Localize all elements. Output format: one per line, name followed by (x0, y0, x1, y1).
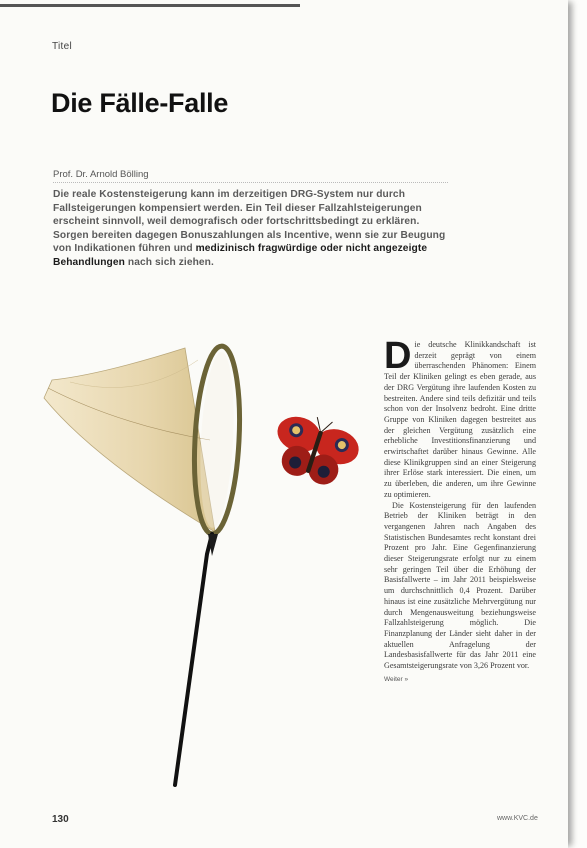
net-handle (175, 534, 212, 785)
section-label: Titel (52, 41, 73, 52)
lead-paragraph (53, 188, 458, 270)
lead-emphasis: medizinisch fragwürdige oder nicht angezeigte Behandlungen (53, 243, 428, 268)
byline-divider (53, 182, 448, 183)
body-paragraph-2: Die Kostensteigerung für den laufenden Betrieb der Kliniken beträgt in den vergangenen Jahren nach Angaben des Statistischen Bundesamtes recht konstant drei Prozent pro Jahr. Eine Gegenfinanzierung dieser Steigerungsrate erfolgt nur zu einem sehr geringen Teil über die Erhöhung der Basisfallwerte – im Jahr 2011 beispielsweise um durchschnittlich 0,4 Prozent. Darüber hinaus ist eine zusätzliche Mehrvergütung nur durch Mengenausweitung beziehungsweise Fallzahlsteigerung möglich. Die Finanzplanung der Länder sieht daher in der aktuellen Anfragelung der Landesbasisfallwerte für das Jahr 2011 eine Gesamtsteigerungsrate von 3,26 Prozent vor. (384, 500, 536, 671)
body-paragraph-1: ie deutsche Klinikkandschaft ist derzeit geprägt von einem überraschenden Phänomen: Einem Teil der Kliniken gelingt es eben gerade, aus der DRG Vergütung ihre laufenden Kosten zu bestreiten. Andere sind teils defizitär und teils schon von der Insolvenz bedroht. Eine dritte Gruppe von Kliniken dagegen bestreitet aus der gleichen Vergütung zusätzlich eine erhebliche Investitionsfinanzierung und erwirtschaftet darüber hinaus Gewinne. Alle diese Klinikgruppen sind an einer Steigerung ihrer Erlöse stark interessiert. Die einen, um zu überleben, die anderen, um ihre Gewinne zu optimieren. (384, 340, 536, 499)
body-paragraph (384, 335, 536, 501)
drop-cap: D (384, 335, 412, 377)
footer-brand: www.KVC.de (497, 815, 538, 822)
lead-text-1: Die reale Kostensteigerung kann im derzeitigen DRG-System nur durch Fallsteigerungen kompensiert werden. Ein Teil dieser Fallzahlsteigerungen erscheint sinnvoll, weil demografisch oder fortschrittsbedingt zu erklären. Sorgen bereiten dagegen Bonuszahlungen als Incentive, wenn sie zur Beugung von Indikationen führen und (53, 189, 446, 255)
article-body (384, 335, 536, 686)
butterfly-net-illustration (40, 330, 370, 800)
lead-text-2: nach sich ziehen. (124, 256, 214, 268)
author-byline: Prof. Dr. Arnold Bölling (53, 169, 149, 180)
top-rule (0, 4, 300, 7)
butterfly-icon (265, 407, 364, 493)
page-number: 130 (52, 814, 69, 825)
article-title: Die Fälle-Falle (51, 88, 229, 118)
continued-link[interactable]: Weiter » (384, 675, 409, 683)
net-mesh (44, 348, 215, 532)
